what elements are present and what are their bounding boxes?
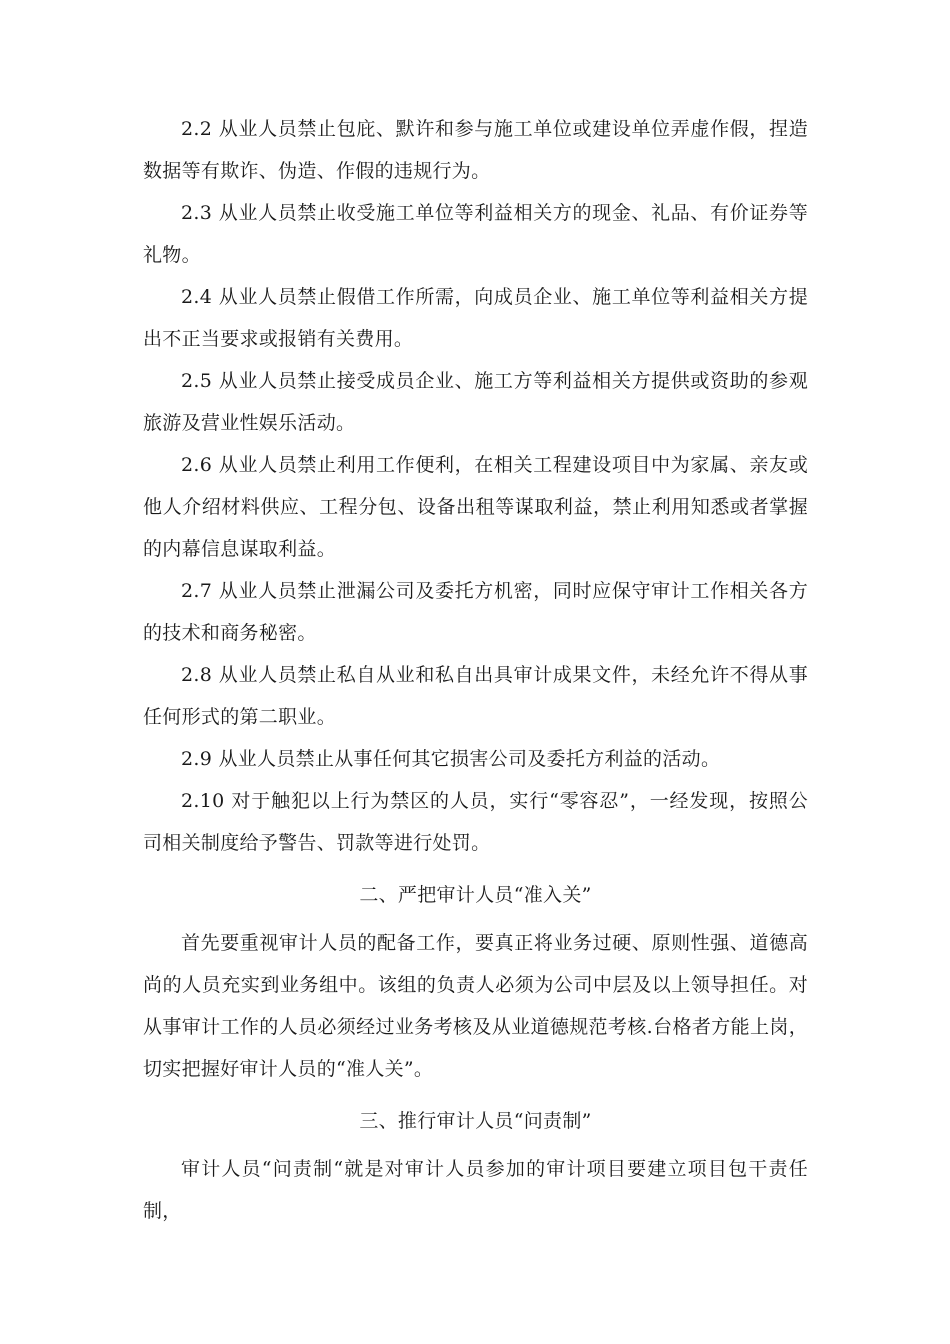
paragraph-2-9: 2.9 从业人员禁止从事任何其它损害公司及委托方利益的活动。	[181, 748, 721, 770]
paragraph-2-10: 2.10 对于触犯以上行为禁区的人员，实行“零容忍”，一经发现，按照公司相关制度给予警告、罚款等进行处罚。	[143, 790, 808, 854]
document-body	[143, 108, 808, 1232]
paragraph-2-3: 2.3 从业人员禁止收受施工单位等利益相关方的现金、礼品、有价证券等礼物。	[143, 202, 808, 266]
paragraph-section-3: 审计人员“问责制“就是对审计人员参加的审计项目要建立项目包干责任制，	[143, 1158, 808, 1222]
paragraph-section-2: 首先要重视审计人员的配备工作，要真正将业务过硬、原则性强、道德高尚的人员充实到业务组中。该组的负责人必须为公司中层及以上领导担任。对从事审计工作的人员必须经过业务考核及从业道德规范考核.台格者方能上岗，切实把握好审计人员的“准人关”。	[143, 932, 808, 1080]
paragraph-2-4: 2.4 从业人员禁止假借工作所需，向成员企业、施工单位等利益相关方提出不正当要求或报销有关费用。	[143, 286, 808, 350]
paragraph-2-8: 2.8 从业人员禁止私自从业和私自出具审计成果文件，未经允许不得从事任何形式的第二职业。	[143, 664, 808, 728]
paragraph-2-6: 2.6 从业人员禁止利用工作便利，在相关工程建设项目中为家属、亲友或他人介绍材料供应、工程分包、设备出租等谋取利益，禁止利用知悉或者掌握的内幕信息谋取利益。	[143, 454, 808, 560]
paragraph-2-7: 2.7 从业人员禁止泄漏公司及委托方机密，同时应保守审计工作相关各方的技术和商务秘密。	[143, 580, 808, 644]
section-heading-3: 三、推行审计人员“问责制”	[359, 1110, 592, 1132]
paragraph-2-2: 2.2 从业人员禁止包庇、默许和参与施工单位或建设单位弄虚作假，捏造数据等有欺诈、伪造、作假的违规行为。	[143, 118, 808, 182]
paragraph-2-5: 2.5 从业人员禁止接受成员企业、施工方等利益相关方提供或资助的参观旅游及营业性娱乐活动。	[143, 370, 808, 434]
section-heading-2: 二、严把审计人员“准入关”	[359, 884, 592, 906]
